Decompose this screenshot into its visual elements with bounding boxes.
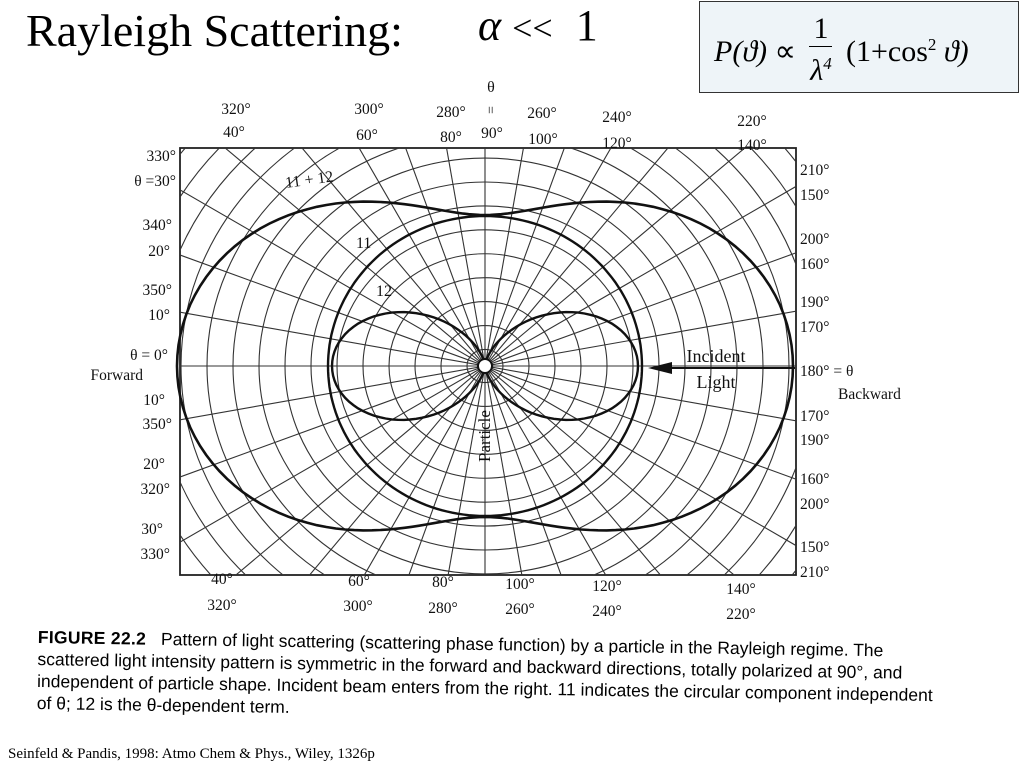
top-label-b: 100°	[528, 131, 558, 148]
top-angle-labels	[221, 79, 766, 154]
left-label-b: Forward	[90, 367, 143, 384]
particle-dot	[478, 359, 492, 373]
right-label-a: 170°	[800, 408, 830, 425]
theta-equals: =	[482, 106, 497, 114]
bottom-label-a: 140°	[726, 581, 756, 598]
top-label-a: 260°	[527, 105, 557, 122]
left-label-b: 20°	[148, 243, 170, 260]
left-label-b: θ =30°	[134, 173, 176, 190]
theta-top-symbol: θ	[487, 79, 495, 96]
curve-label-theta-dependent: 12	[376, 283, 392, 300]
top-label-a: 280°	[436, 104, 466, 121]
right-label-b: Backward	[838, 386, 901, 403]
formula-lhs: P(ϑ)	[714, 34, 768, 68]
condition-value: 1	[575, 1, 598, 50]
top-label-a: 300°	[354, 101, 384, 118]
bottom-label-a: 100°	[505, 576, 535, 593]
right-label-b: 160°	[800, 256, 830, 273]
bottom-label-b: 260°	[505, 601, 535, 618]
left-label-a: 330°	[146, 148, 176, 165]
top-label-b: 80°	[440, 129, 462, 146]
bottom-label-a: 60°	[348, 573, 370, 590]
caption-text: Pattern of light scattering (scattering phase function) by a particle in the Rayleigh regime. The scattered light intensity pattern is symmetric in the forward and backward directions, totally polarized at 90°, and independent of particle shape. Incident beam enters from the right. 11 indicates the circular component independent of θ; 12 is the θ-dependent term.	[36, 628, 933, 717]
bottom-label-b: 300°	[343, 598, 373, 615]
left-label-a: θ = 0°	[130, 347, 168, 364]
left-label-a: 10°	[143, 392, 165, 409]
theta-90-label: 90°	[481, 125, 503, 142]
left-label-a: 340°	[142, 217, 172, 234]
right-label-a: 190°	[800, 294, 830, 311]
proportional-symbol: ∝	[774, 34, 796, 68]
top-label-b: 140°	[737, 137, 767, 154]
top-label-b: 40°	[223, 124, 245, 141]
top-label-b: 60°	[356, 127, 378, 144]
left-label-a: 20°	[143, 456, 165, 473]
top-label-a: 220°	[737, 113, 767, 130]
bottom-label-b: 240°	[592, 603, 622, 620]
formula-factor: (1+cos	[845, 34, 928, 68]
lambda-symbol: λ	[810, 54, 824, 87]
bottom-label-b: 280°	[428, 600, 458, 617]
top-label-b: 120°	[602, 135, 632, 152]
right-label-b: 200°	[800, 496, 830, 513]
left-label-a: 30°	[141, 521, 163, 538]
bottom-angle-labels	[207, 571, 755, 623]
figure-label: FIGURE 22.2	[37, 626, 147, 649]
left-label-b: 320°	[140, 481, 170, 498]
left-label-b: 330°	[140, 546, 170, 563]
slide-title: Rayleigh Scattering:	[26, 5, 403, 56]
particle-label: Particle	[475, 410, 494, 462]
left-label-b: 350°	[142, 416, 172, 433]
right-label-a: 180° = θ	[800, 363, 854, 380]
condition-relation: <<	[512, 8, 553, 48]
right-label-b: 170°	[800, 319, 830, 336]
top-label-a: 320°	[221, 101, 251, 118]
source-citation: Seinfeld & Pandis, 1998: Atmo Chem & Phys., Wiley, 1326p	[8, 746, 375, 762]
scattering-diagram	[0, 70, 1024, 630]
left-label-a: 350°	[142, 282, 172, 299]
incident-label-line1: Incident	[686, 346, 746, 366]
figure-caption	[37, 626, 948, 728]
curve-label-isotropic: 11	[356, 235, 372, 252]
right-label-a: 150°	[800, 539, 830, 556]
lambda-exponent: 4	[823, 54, 832, 73]
right-label-a: 200°	[800, 231, 830, 248]
right-label-a: 160°	[800, 471, 830, 488]
incident-label-line2: Light	[696, 372, 736, 392]
right-label-b: 190°	[800, 432, 830, 449]
bottom-label-a: 120°	[592, 578, 622, 595]
curve-label-sum: 11 + 12	[284, 168, 335, 192]
right-angle-labels	[800, 162, 901, 581]
right-label-b: 210°	[800, 564, 830, 581]
left-label-b: 10°	[148, 307, 170, 324]
bottom-label-a: 80°	[432, 574, 454, 591]
bottom-label-a: 40°	[211, 571, 233, 588]
rayleigh-condition	[478, 0, 598, 51]
right-label-a: 210°	[800, 162, 830, 179]
right-label-b: 150°	[800, 187, 830, 204]
left-angle-labels	[90, 148, 176, 563]
formula-factor-end: ϑ)	[936, 34, 969, 68]
bottom-label-b: 220°	[726, 606, 756, 623]
formula-numerator: 1	[809, 12, 832, 47]
alpha-symbol: α	[478, 1, 502, 50]
top-label-a: 240°	[602, 109, 632, 126]
bottom-label-b: 320°	[207, 597, 237, 614]
cos-exponent: 2	[927, 34, 937, 54]
